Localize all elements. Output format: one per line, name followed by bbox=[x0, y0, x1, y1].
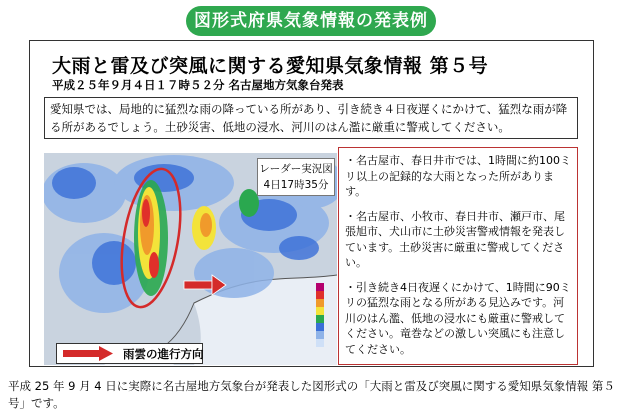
radar-caption-time: 4日17時35分 bbox=[263, 179, 329, 191]
color-scale bbox=[316, 283, 324, 347]
bulletin-panel bbox=[29, 40, 594, 367]
legend-arrow-icon bbox=[59, 344, 119, 363]
notes-box bbox=[338, 147, 578, 365]
note-item: ・名古屋市、春日井市では、1時間に約100ミリ以上の記録的な大雨となった所があります。 bbox=[345, 154, 571, 198]
direction-label: 雨雲の進行方向 bbox=[123, 347, 204, 361]
radar-caption-title: レーダー実況図 bbox=[259, 163, 333, 175]
radar-map bbox=[44, 153, 337, 365]
note-item: ・引き続き4日夜遅くにかけて、1時間に90ミリの猛烈な雨となる所がある見込みです。河川のはん濫、低地の浸水にも厳重に警戒してください。竜巻などの激しい突風にも注意してください。 bbox=[345, 280, 571, 356]
bulletin-title: 大雨と雷及び突風に関する愛知県気象情報 第５号 bbox=[52, 55, 489, 77]
bulletin-subtitle: 平成２５年９月４日１７時５２分 名古屋地方気象台発表 bbox=[52, 78, 344, 92]
page-banner: 図形式府県気象情報の発表例 bbox=[186, 6, 436, 36]
note-item: ・名古屋市、小牧市、春日井市、瀬戸市、尾張旭市、犬山市に土砂災害警戒情報を発表しています。土砂災害に厳重に警戒してください。 bbox=[345, 209, 565, 269]
bulletin-summary: 愛知県では、局地的に猛烈な雨の降っている所があり、引き続き４日夜遅くにかけて、猛烈な雨が降る所があるでしょう。土砂災害、低地の浸水、河川のはん濫に厳重に警戒してください。 bbox=[44, 97, 578, 139]
radar-caption-box bbox=[257, 158, 335, 196]
direction-legend bbox=[56, 343, 203, 364]
figure-caption: 平成 25 年 9 月 4 日に実際に名古屋地方気象台が発表した図形式の「大雨と雷及び突風に関する愛知県気象情報 第５号」です。 bbox=[8, 379, 615, 410]
